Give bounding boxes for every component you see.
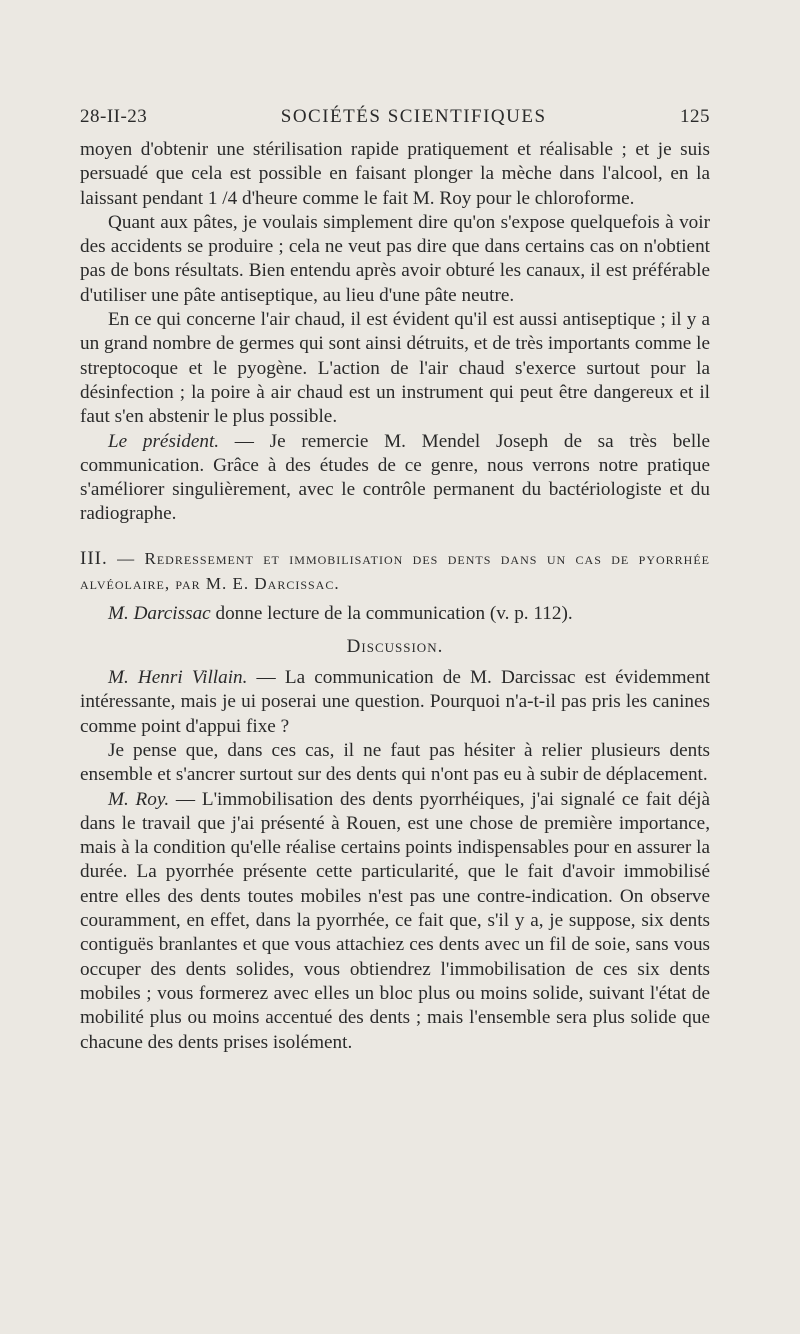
paragraph-darcissac — [80, 602, 710, 626]
speaker-villain: M. Henri Villain. — [108, 667, 248, 689]
paragraph-pates: Quant aux pâtes, je voulais simplement dire qu'on s'expose quelquefois à voir des accidents se produire ; cela ne veut pas dire que dans certains cas on n'obtient pas de bons résultats. Bien entendu après avoir obturé les canaux, il est préférable d'utiliser une pâte antiseptique, au lieu d'une pâte neutre. — [80, 211, 710, 306]
roy-text: — L'immobilisation des dents pyorrhéiques, j'ai signalé ce fait déjà dans le travail que j'ai présenté à Rouen, est une chose de première importance, mais à la condition qu'elle réalise certains points indispensables pour en assurer la durée. La pyorrhée présente cette particularité, que le fait d'avoir immobilisé entre elles des dents toutes mobiles n'est pas une contre-indication. On observe couramment, en effet, dans la pyorrhée, ce fait que, s'il y a, je suppose, six dents contiguës branlantes et que vous attachiez ces dents avec un fil de soie, sans vous occuper des dents solides, vous obtiendrez l'immobilisation de ces six dents mobiles ; vous formerez avec elles un bloc plus ou moins solide, suivant l'état de mobilité plus ou moins accentué des dents ; mais l'ensemble sera plus solide que chacune des dents prises isolément. — [80, 788, 710, 1053]
section-heading — [80, 546, 710, 596]
villain-text: — La communication de M. Darcissac est évidemment intéressante, mais je ui poserai une question. Pourquoi n'a-t-il pas pris les canines comme point d'appui fixe ? — [80, 667, 710, 737]
section-title-text: — Redressement et immobilisation des dents dans un cas de pyorrhée alvéolaire, par M. E. Darcissac. — [80, 548, 710, 593]
paragraph-villain — [80, 666, 710, 739]
discussion-heading: Discussion. — [346, 636, 444, 658]
book-page — [80, 106, 710, 1055]
paragraph-president — [80, 430, 710, 527]
paragraph-continuation: moyen d'obtenir une stérilisation rapide pratiquement et réalisable ; et je suis persuadé que cela est possible en faisant plonger la mèche dans l'alcool, en la laissant pendant 1 /4 d'heure comme le fait M. Roy pour le chloroforme. — [80, 139, 710, 209]
paragraph-air-chaud: En ce qui concerne l'air chaud, il est évident qu'il est aussi antiseptique ; il y a un grand nombre de germes qui sont ainsi détruits, et de très importants comme le streptocoque et le pyogène. L'action de l'air chaud s'exerce surtout pour la désinfection ; la poire à air chaud est un instrument qui peut être dangereux et il faut s'en abstenir le plus possible. — [80, 309, 710, 428]
president-text: — Je remercie M. Mendel Joseph de sa très belle communication. Grâce à des études de ce genre, nous verrons notre pratique s'améliorer singulièrement, avec le contrôle permanent du bactériologiste et du radiographe. — [80, 430, 710, 525]
header-title: SOCIÉTÉS SCIENTIFIQUES — [280, 106, 547, 127]
paragraph-ancrer: Je pense que, dans ces cas, il ne faut pas hésiter à relier plusieurs dents ensemble et s'ancrer surtout sur des dents qui n'ont pas eu à subir de déplacement. — [80, 739, 710, 786]
speaker-darcissac: M. Darcissac — [108, 602, 211, 624]
speaker-president: Le président. — [108, 430, 220, 452]
page-number: 125 — [679, 106, 710, 127]
running-head — [80, 106, 710, 138]
section-number: III. — [80, 547, 108, 569]
header-date: 28-II-23 — [80, 106, 148, 127]
body-text — [80, 138, 710, 1055]
darcissac-text: donne lecture de la communication (v. p. 112). — [210, 602, 573, 624]
speaker-roy: M. Roy. — [108, 788, 170, 810]
paragraph-roy — [80, 788, 710, 1055]
